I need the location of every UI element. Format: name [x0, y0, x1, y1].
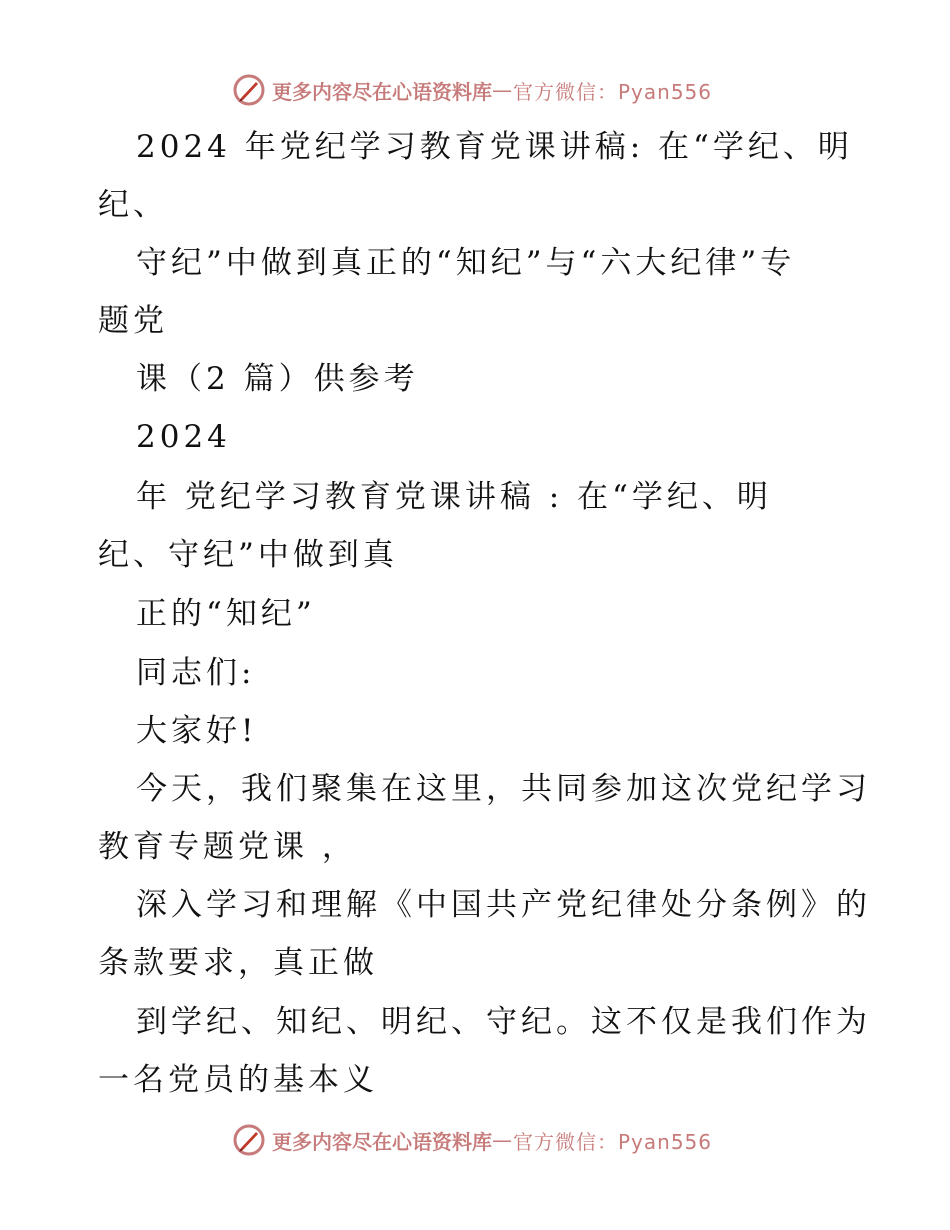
- banner-separator: —: [492, 78, 513, 102]
- subtitle-year: 2024: [136, 419, 231, 455]
- greeting: 大家好!: [136, 713, 258, 749]
- paragraph-line-6: 一名党员的基本义: [98, 1062, 378, 1098]
- paragraph-line-3: 深入学习和理解《中国共产党纪律处分条例》的: [136, 887, 871, 923]
- banner-separator: —: [492, 1128, 513, 1152]
- paragraph-line-4: 条款要求，真正做: [98, 945, 378, 981]
- banner-brand: 更多内容尽在心语资料库: [272, 79, 492, 104]
- paragraph-line-5: 到学纪、知纪、明纪、守纪。这不仅是我们作为: [136, 1004, 871, 1040]
- title-line-4: 题党: [98, 303, 168, 339]
- subtitle-line-2: 纪、守纪”中做到真: [98, 537, 398, 573]
- paragraph-line-2: 教育专题党课 ，: [98, 829, 357, 865]
- title-line-1: 2024 年党纪学习教育党课讲稿: 在“学纪、明: [136, 129, 853, 165]
- subtitle-line-3: 正的“知纪”: [136, 596, 316, 632]
- banner-contact: 官方微信：Pyan556: [513, 79, 713, 104]
- title-line-2: 纪、: [98, 187, 168, 223]
- subtitle-line-1: 年 党纪学习教育党课讲稿 : 在“学纪、明: [136, 479, 772, 515]
- banner-contact: 官方微信：Pyan556: [513, 1129, 713, 1154]
- quill-icon: [232, 73, 266, 107]
- footer-banner: [232, 1122, 712, 1158]
- title-line-3: 守纪”中做到真正的“知纪”与“六大纪律”专: [136, 245, 796, 281]
- banner-brand: 更多内容尽在心语资料库: [272, 1129, 492, 1154]
- title-line-5: 课（2 篇）供参考: [136, 361, 419, 397]
- paragraph-line-1: 今天，我们聚集在这里，共同参加这次党纪学习: [136, 771, 871, 807]
- quill-icon: [232, 1123, 266, 1157]
- salutation: 同志们:: [136, 655, 256, 691]
- header-banner: [232, 72, 712, 108]
